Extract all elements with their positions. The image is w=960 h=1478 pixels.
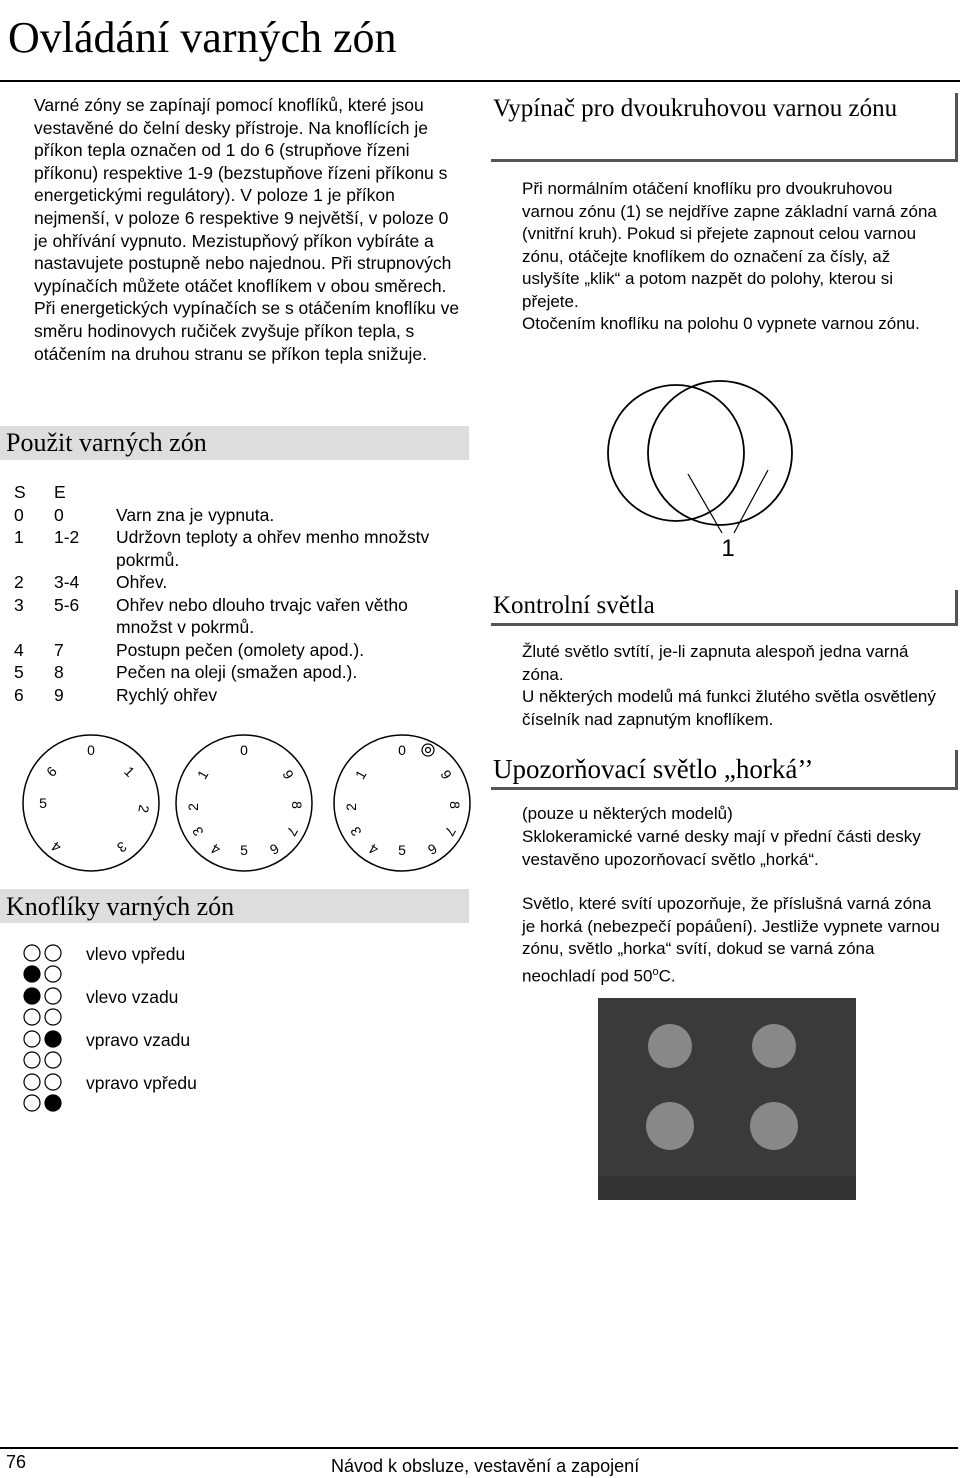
dial-label: 3	[188, 824, 207, 839]
dial-label: 2	[343, 803, 359, 811]
dial-label: 4	[366, 840, 381, 859]
usage-table	[14, 481, 454, 706]
dial-dual	[334, 735, 470, 871]
footer-divider	[0, 1447, 958, 1449]
table-row: 4 7 Postupn pečen (omolety apod.).	[14, 639, 365, 660]
page-title: Ovládání varných zón	[8, 13, 397, 62]
warning-light-indicator	[598, 1176, 856, 1200]
title-divider	[0, 80, 960, 82]
dial-label: 4	[208, 840, 223, 859]
page-number: 76	[6, 1452, 27, 1472]
table-row: 5 8 Pečen na oleji (smažen apod.).	[14, 662, 358, 682]
dial-energy	[176, 735, 312, 871]
dual-zone-icon	[422, 744, 434, 756]
dial-label: 3	[114, 838, 130, 856]
knob-icon-rear-left	[22, 985, 64, 1029]
dial-label: 6	[425, 840, 440, 859]
lights-text-2: U některých modelů má funkci žlutého světla osvětlený číselník nad zapnutým knoflíkem.	[522, 687, 936, 729]
dial-label: 2	[135, 803, 153, 815]
dial-label: 0	[87, 742, 95, 758]
dual-zone-figure	[596, 378, 866, 578]
dual-text-1: Při normálním otáčení knoflíku pro dvoukruhovou varnou zónu (1) se nejdříve zapne základní varná zóna (vnitřní kruh). Pokud si přejete zapnout celou varnou zónu, otáčejte knoflíkem do označení za čísly, až uslyšíte „klik“ a potom nazpět do polohy, kterou si přejete.	[522, 179, 937, 311]
warning-heading: Upozorňovací světlo „horká’’	[491, 750, 958, 790]
usage-heading: Použit varných zón	[0, 426, 469, 460]
dial-label: 1	[351, 767, 370, 782]
dial-label: 6	[267, 840, 282, 859]
knob-icon-front-right	[22, 1071, 64, 1115]
intro-paragraph: Varné zóny se zapínají pomocí knoflíků, které jsou vestavěné do čelní desky přístroje. Na knoflících je příkon tepla označen od 1 do 6 (strupňove řízeni příkonu) respektive 1-9 (bezstupňove řízeni příkonu s energetickými regulátory). V poloze 1 je příkon nejmenší, v poloze 6 respektive 9 největší, v poloze 0 je ohřívání vypnuto. Mezistupňový příkon vybíráte a nastavujete postupně nebo najednou. Při strupnových vypínačích můžete otáčet knoflíkem v obou směrech. Při energetických vypínačích se s otáčením knoflíku ve směru hodinovych ručiček zvyšuje příkon tepla, s otáčením na druhou stranu se příkon tepla snižuje.	[34, 95, 460, 364]
dual-text-2: Otočením knoflíku na polohu 0 vypnete varnou zónu.	[522, 314, 920, 333]
knob-icon-front-left	[22, 942, 64, 986]
knobs-heading: Knoflíky varných zón	[0, 889, 469, 923]
dial-label: 5	[39, 795, 47, 811]
knob-label-front-left: vlevo vpředu	[86, 944, 186, 964]
knob-label-front-right: vpravo vpředu	[86, 1073, 197, 1093]
knob-label-rear-right: vpravo vzadu	[86, 1030, 191, 1050]
dial-label: 1	[121, 763, 138, 780]
lights-text-1: Žluté světlo svtítí, je-li zapnuta alespoň jedna varná zóna.	[522, 642, 909, 684]
dial-label: 0	[240, 742, 248, 758]
dial-label: 5	[240, 842, 248, 858]
dial-label: 8	[289, 801, 305, 809]
dial-label: 4	[48, 838, 64, 856]
table-row: 6 9 Rychlý ohřev	[14, 684, 218, 705]
col-e-header: E	[54, 482, 66, 502]
warning-text-2: Sklokeramické varné desky mají v přední části desky vestavěno upozorňovací světlo „horká“.	[522, 827, 921, 869]
dial-label: 8	[447, 801, 463, 809]
cooktop-diagram	[598, 998, 858, 1202]
dial-stepped	[23, 735, 159, 871]
dial-label: 9	[437, 767, 456, 782]
dial-label: 0	[398, 742, 406, 758]
lights-heading: Kontrolní světla	[491, 590, 958, 626]
knob-icon-rear-right	[22, 1028, 64, 1072]
table-row: 0 0 Varn zna je vypnuta.	[14, 504, 275, 525]
warning-text-3: Světlo, které svítí upozorňuje, že příslušná varná zóna je horká (nebezpečí popáůení). Jestliže vypnete varnou zónu, světlo „horka“ svítí, dokud se varná zóna neochladí pod 50$^o$C.	[522, 894, 940, 986]
dial-label: 9	[279, 767, 298, 782]
knob-label-rear-left: vlevo vzadu	[86, 987, 179, 1007]
dual-heading: Vypínač pro dvoukruhovou varnou zónu	[491, 93, 958, 162]
dial-label: 6	[43, 763, 60, 780]
dial-diagrams	[14, 726, 474, 876]
dual-zone-figure-label: 1	[721, 535, 735, 562]
warning-text-1: (pouze u některých modelů)	[522, 804, 733, 823]
dial-label: 3	[346, 824, 365, 839]
dial-label: 5	[398, 842, 406, 858]
table-row: 3 5-6 Ohřev nebo dlouho trvajc vařen větho množst v pokrmů.	[14, 594, 408, 637]
dial-label: 7	[283, 824, 302, 839]
dial-label: 7	[441, 824, 460, 839]
table-row: 2 3-4 Ohřev.	[14, 572, 168, 592]
col-s-header: S	[14, 482, 26, 502]
dial-label: 2	[185, 803, 201, 811]
footer-text: Návod k obsluze, vestavění a zapojení	[331, 1456, 640, 1476]
table-row: 1 1-2 Udržovn teploty a ohřev menho množstv pokrmů.	[14, 527, 430, 570]
dial-label: 1	[193, 767, 212, 782]
